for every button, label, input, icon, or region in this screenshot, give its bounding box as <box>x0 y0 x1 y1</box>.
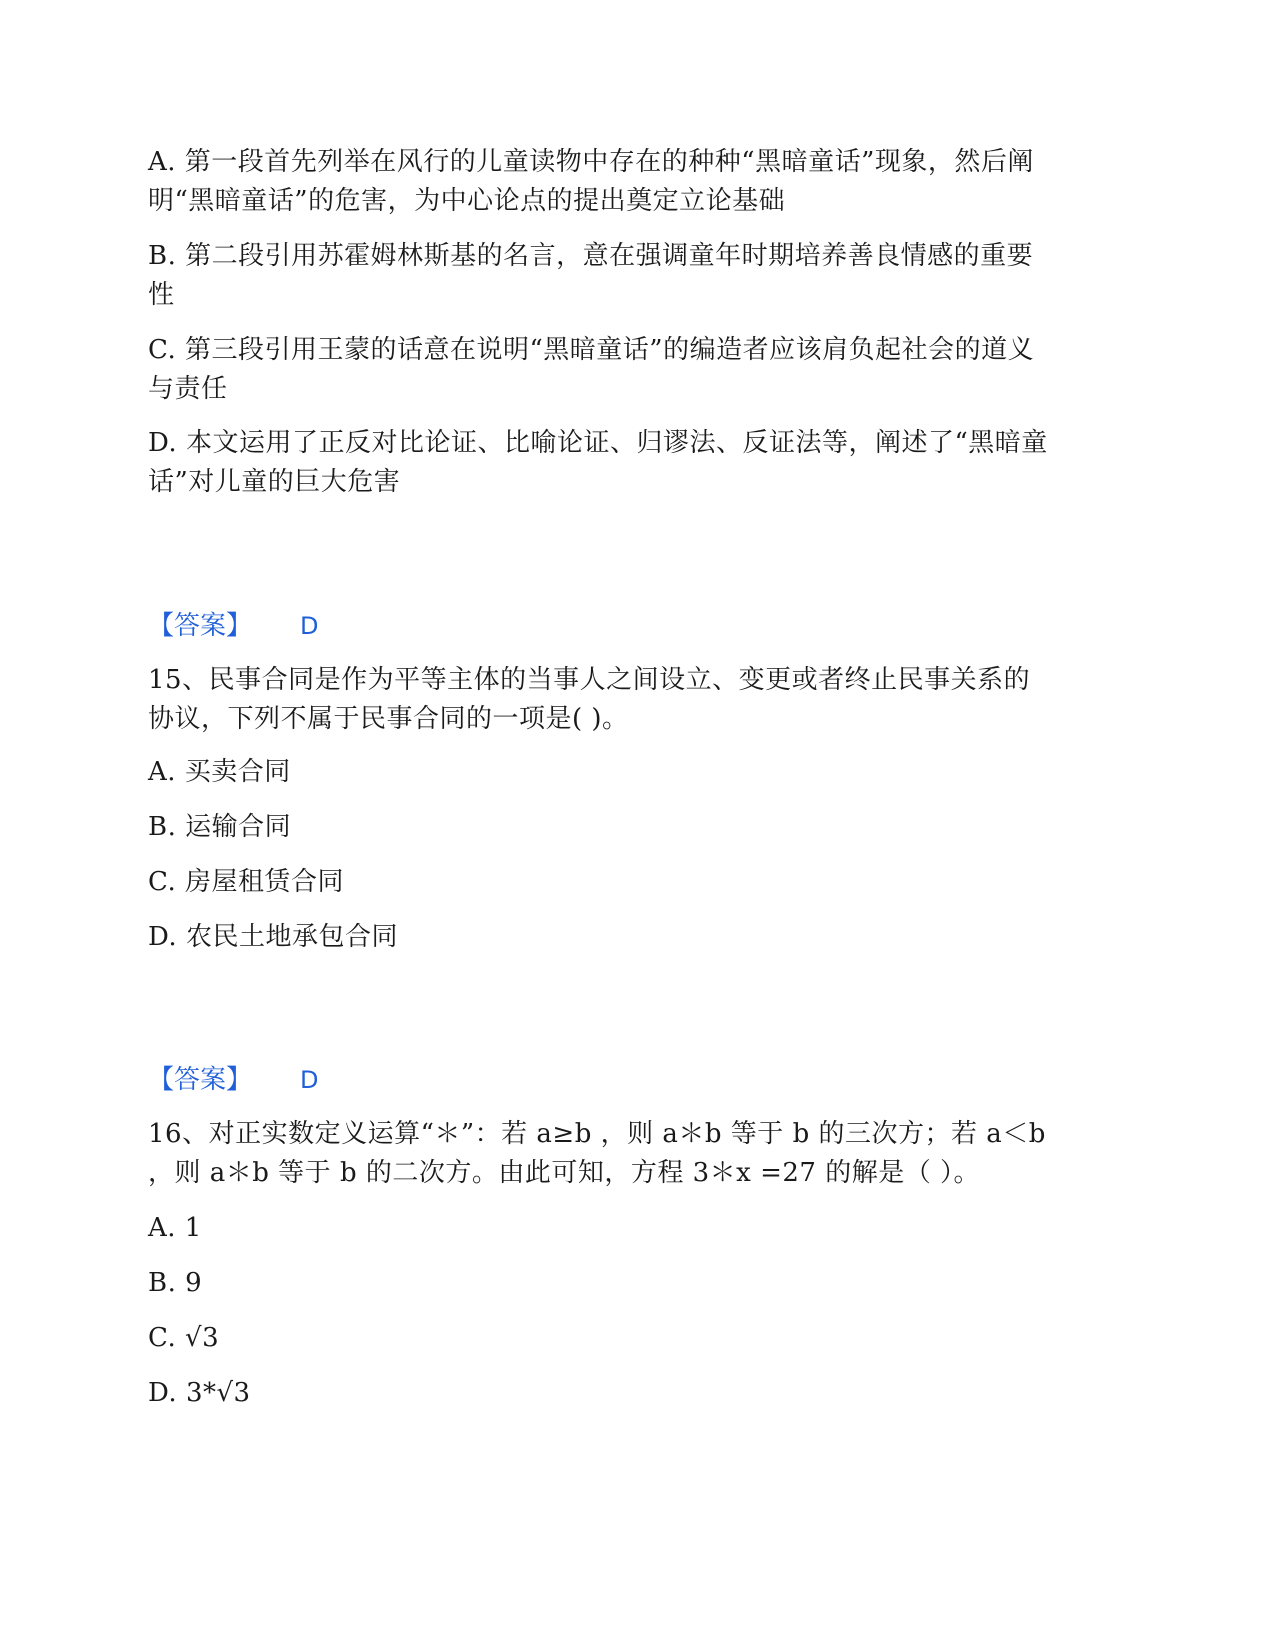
q15-option-d: D. 农民土地承包合同 <box>148 922 398 952</box>
answer-value: D <box>300 612 319 640</box>
q16-stem-line2: ，则 a＊b 等于 b 的二次方。由此可知，方程 3＊x =27 的解是（ ）。 <box>148 1158 980 1188</box>
q16-option-c: C. √3 <box>148 1323 220 1353</box>
prev-option-a-line1: A. 第一段首先列举在风行的儿童读物中存在的种种“黑暗童话”现象，然后阐 <box>148 147 1034 177</box>
answer-label: 【答案】 <box>148 611 253 641</box>
q15-stem-line2: 协议，下列不属于民事合同的一项是( )。 <box>148 704 629 734</box>
answer-value: D <box>300 1066 319 1094</box>
q15-option-a: A. 买卖合同 <box>148 757 291 787</box>
prev-option-c-line2: 与责任 <box>148 374 228 404</box>
answer-label: 【答案】 <box>148 1065 253 1095</box>
q15-stem-line1: 15、民事合同是作为平等主体的当事人之间设立、变更或者终止民事关系的 <box>148 665 1031 695</box>
q15-option-b: B. 运输合同 <box>148 812 292 842</box>
q16-stem-line1: 16、对正实数定义运算“＊”：若 a≥b ，则 a＊b 等于 b 的三次方；若 a＜b <box>148 1119 1046 1149</box>
prev-option-c-line1: C. 第三段引用王蒙的话意在说明“黑暗童话”的编造者应该肩负起社会的道义 <box>148 335 1035 365</box>
prev-answer <box>148 606 319 646</box>
q15-option-c: C. 房屋租赁合同 <box>148 867 344 897</box>
prev-option-b-line1: B. 第二段引用苏霍姆林斯基的名言，意在强调童年时期培养善良情感的重要 <box>148 241 1034 271</box>
prev-option-b-line2: 性 <box>148 280 175 310</box>
q15-answer <box>148 1060 319 1100</box>
prev-option-a-line2: 明“黑暗童话”的危害，为中心论点的提出奠定立论基础 <box>148 186 786 216</box>
q16-option-a: A. 1 <box>148 1213 202 1243</box>
prev-option-d-line1: D. 本文运用了正反对比论证、比喻论证、归谬法、反证法等，阐述了“黑暗童 <box>148 428 1048 458</box>
q16-option-d: D. 3*√3 <box>148 1378 251 1408</box>
prev-option-d-line2: 话”对儿童的巨大危害 <box>148 467 401 497</box>
q16-option-b: B. 9 <box>148 1268 203 1298</box>
